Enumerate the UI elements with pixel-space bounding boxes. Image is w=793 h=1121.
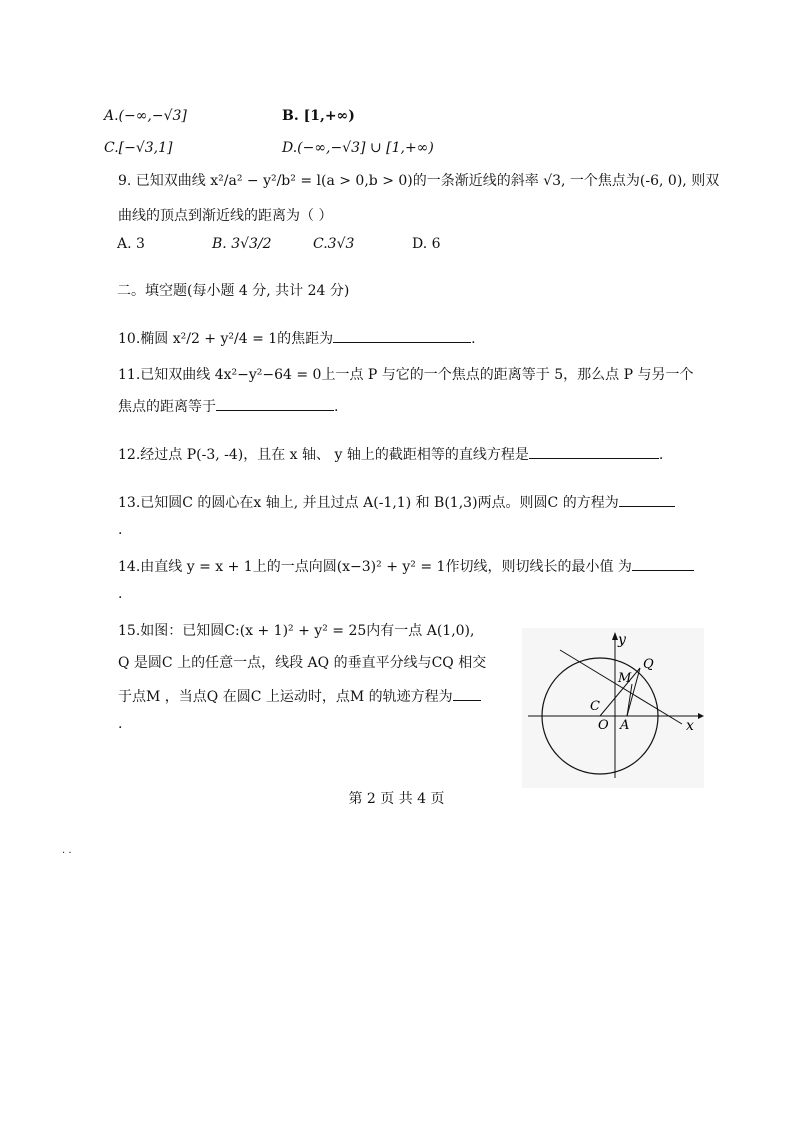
q8-option-b: B. [1,+∞) [282,108,355,124]
q10-end: . [471,331,476,347]
q10-text: 10.椭圆 x²/2 + y²/4 = 1的焦距为 [118,331,334,347]
q11-end: . [334,399,339,415]
q11-line2-text: 焦点的距离等于 [118,399,216,415]
figure-background [522,628,704,788]
label-o: O [598,718,609,733]
q14 [118,556,694,576]
q11-line2 [118,396,338,416]
q13-end: . [118,522,123,538]
q9-option-c: C.3√3 [313,236,355,252]
q13 [118,492,675,512]
q15-line3-text: 于点M ，当点Q 在圆C 上运动时，点M 的轨迹方程为 [118,689,453,705]
label-a: A [620,718,630,733]
q12-end: . [658,447,664,463]
q14-text: 14.由直线 y = x + 1上的一点向圆(x−3)² + y² = 1作切线，则切线长的最小值 为 [118,559,632,575]
q14-end: . [118,586,123,602]
q15-line2: Q 是圆C 上的任意一点，线段 AQ 的垂直平分线与CQ 相交 [118,655,487,671]
q10-answer-blank[interactable] [333,328,471,343]
q15-answer-blank[interactable] [453,686,481,701]
q10 [118,328,476,348]
label-c: C [590,699,600,714]
label-y: y [618,632,626,648]
q13-text: 13.已知圆C 的圆心在x 轴上, 并且过点 A(-1,1) 和 B(1,3)两点。则圆C 的方程为 [118,495,619,511]
q8-option-c: C.[−√3,1] [104,140,173,156]
section-title: 二。填空题(每小题 4 分, 共计 24 分) [117,283,350,299]
q9-line1: 9. 已知双曲线 x²/a² − y²/b² = l(a > 0,b > 0)的一条渐近线的斜率 √3, 一个焦点为(-6, 0), 则双 [118,173,720,189]
q13-answer-blank[interactable] [619,492,675,507]
q15-line1: 15.如图：已知圆C:(x + 1)² + y² = 25内有一点 A(1,0), [118,623,475,639]
q12 [118,444,663,464]
stray-mark: . . [62,845,72,856]
q12-text: 12.经过点 P(-3, -4)，且在 x 轴、 y 轴上的截距相等的直线方程是 [118,447,529,463]
q9-option-b: B. 3√3/2 [212,236,272,252]
q8-option-a: A.(−∞,−√3] [104,108,187,124]
circle-figure [522,628,704,788]
label-x: x [686,718,694,734]
q9-option-a: A. 3 [117,236,145,252]
q11-line1: 11.已知双曲线 4x²−y²−64 = 0上一点 P 与它的一个焦点的距离等于 5，那么点 P 与另一个 [118,367,694,383]
q15-line3 [118,686,481,706]
q9-line2: 曲线的顶点到渐近线的距离为（ ） [118,208,333,224]
label-m: M [618,671,632,686]
label-q: Q [643,657,654,672]
page-footer: 第 2 页 共 4 页 [348,791,445,807]
q8-option-d: D.(−∞,−√3] ∪ [1,+∞) [282,140,434,156]
q11-answer-blank[interactable] [216,396,334,411]
q12-answer-blank[interactable] [529,444,659,459]
q15-end: . [118,716,123,732]
q14-answer-blank[interactable] [632,556,694,571]
q9-option-d: D. 6 [412,236,441,252]
